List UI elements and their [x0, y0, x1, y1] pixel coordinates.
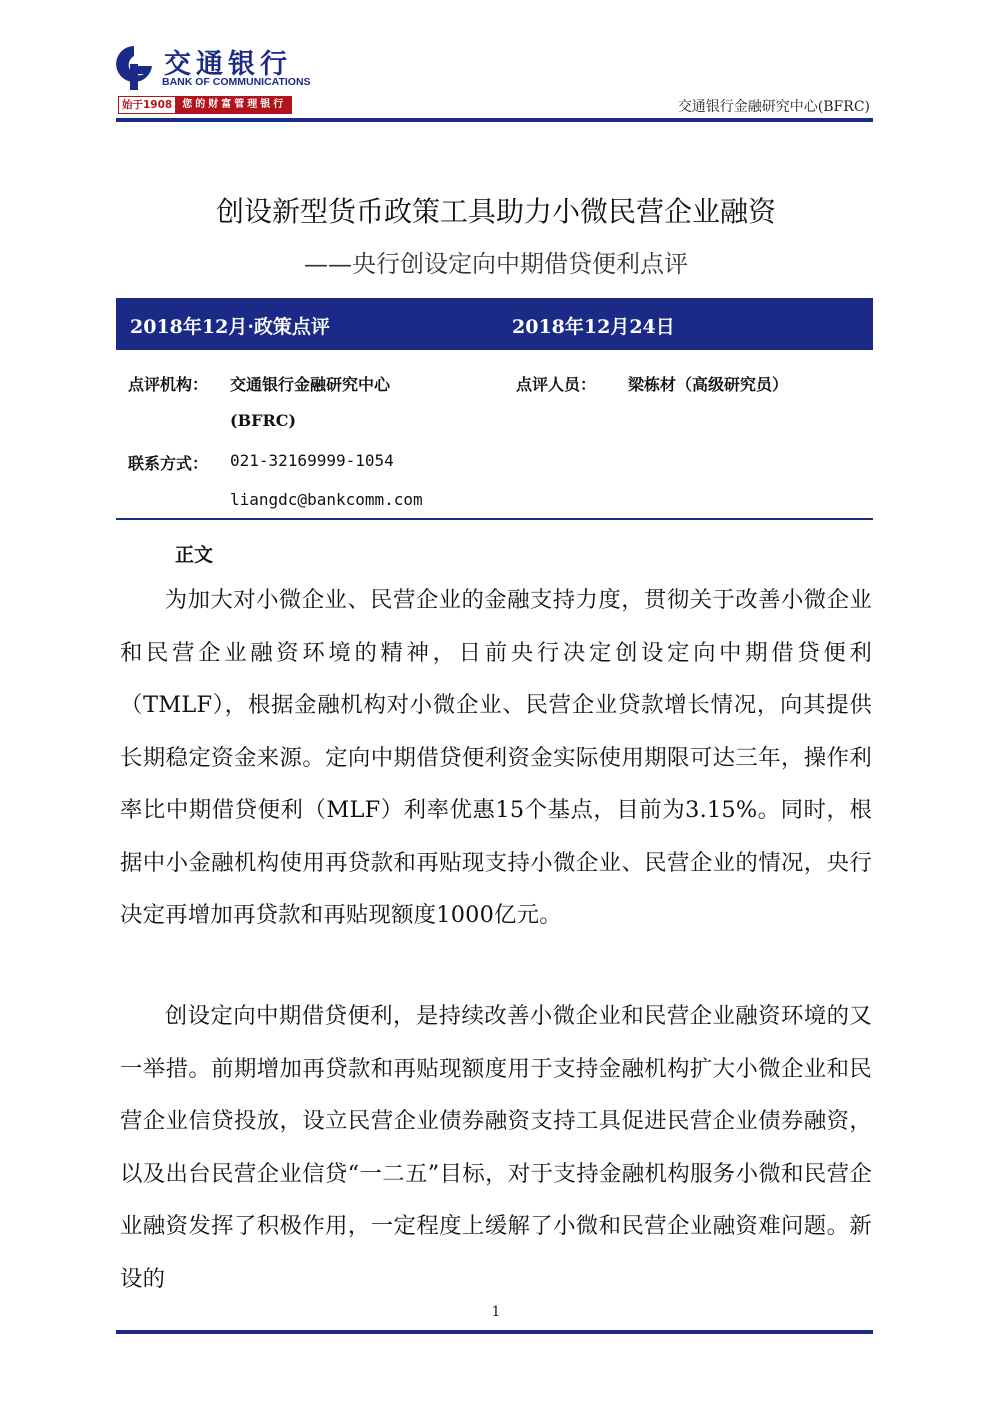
org-value: 交通银行金融研究中心 — [230, 375, 391, 394]
header-organization: 交通银行金融研究中心(BFRC) — [677, 99, 870, 115]
document-title: 创设新型货币政策工具助力小微民营企业融资 — [215, 195, 776, 228]
logo-chinese-name: 交通银行 — [164, 49, 292, 80]
header-divider — [116, 118, 873, 122]
meta-divider — [116, 518, 873, 520]
slogan-text: 您的财富管理银行 — [176, 96, 292, 114]
document-subtitle: ——央行创设定向中期借贷便利点评 — [304, 250, 688, 278]
logo-english-name: BANK OF COMMUNICATIONS — [162, 76, 311, 88]
contact-label: 联系方式： — [128, 454, 209, 473]
body-paragraph — [120, 990, 872, 1305]
reviewer-label: 点评人员： — [516, 375, 597, 394]
bank-logo-icon — [114, 44, 154, 92]
report-date: 2018年12月24日 — [512, 316, 675, 338]
footer-divider — [116, 1330, 873, 1334]
contact-phone: 021-32169999-1054 — [230, 451, 394, 470]
contact-email[interactable]: liangdc@bankcomm.com — [230, 490, 423, 509]
info-bar — [116, 298, 873, 350]
bank-logo — [110, 42, 340, 118]
org-label: 点评机构： — [128, 375, 209, 394]
body-paragraph — [120, 574, 872, 942]
paragraph-1: 为加大对小微企业、民营企业的金融支持力度，贯彻关于改善小微企业和民营企业融资环境的精神，日前央行决定创设定向中期借贷便利（TMLF），根据金融机构对小微企业、民营企业贷款增长情况，向其提供长期稳定资金来源。定向中期借贷便利资金实际使用期限可达三年，操作利率比中期借贷便利（MLF）利率优惠15个基点，目前为3.15%。同时，根据中小金融机构使用再贷款和再贴现支持小微企业、民营企业的情况，央行决定再增加再贷款和再贴现额度1000亿元。 — [120, 587, 872, 928]
page-number: 1 — [491, 1304, 501, 1320]
section-title: 正文 — [175, 544, 214, 566]
report-type: 2018年12月·政策点评 — [130, 316, 330, 338]
slogan-since: 始于1908 — [118, 96, 176, 114]
paragraph-2: 创设定向中期借贷便利，是持续改善小微企业和民营企业融资环境的又一举措。前期增加再贷款和再贴现额度用于支持金融机构扩大小微企业和民营企业信贷投放，设立民营企业债券融资支持工具促进民营企业债券融资，以及出台民营企业信贷“一二五”目标，对于支持金融机构服务小微和民营企业融资发挥了积极作用，一定程度上缓解了小微和民营企业融资难问题。新设的 — [120, 1003, 872, 1292]
org-value-abbr: (BFRC) — [230, 411, 297, 430]
bank-slogan — [118, 96, 292, 114]
reviewer-value: 梁栋材（高级研究员） — [628, 375, 789, 394]
